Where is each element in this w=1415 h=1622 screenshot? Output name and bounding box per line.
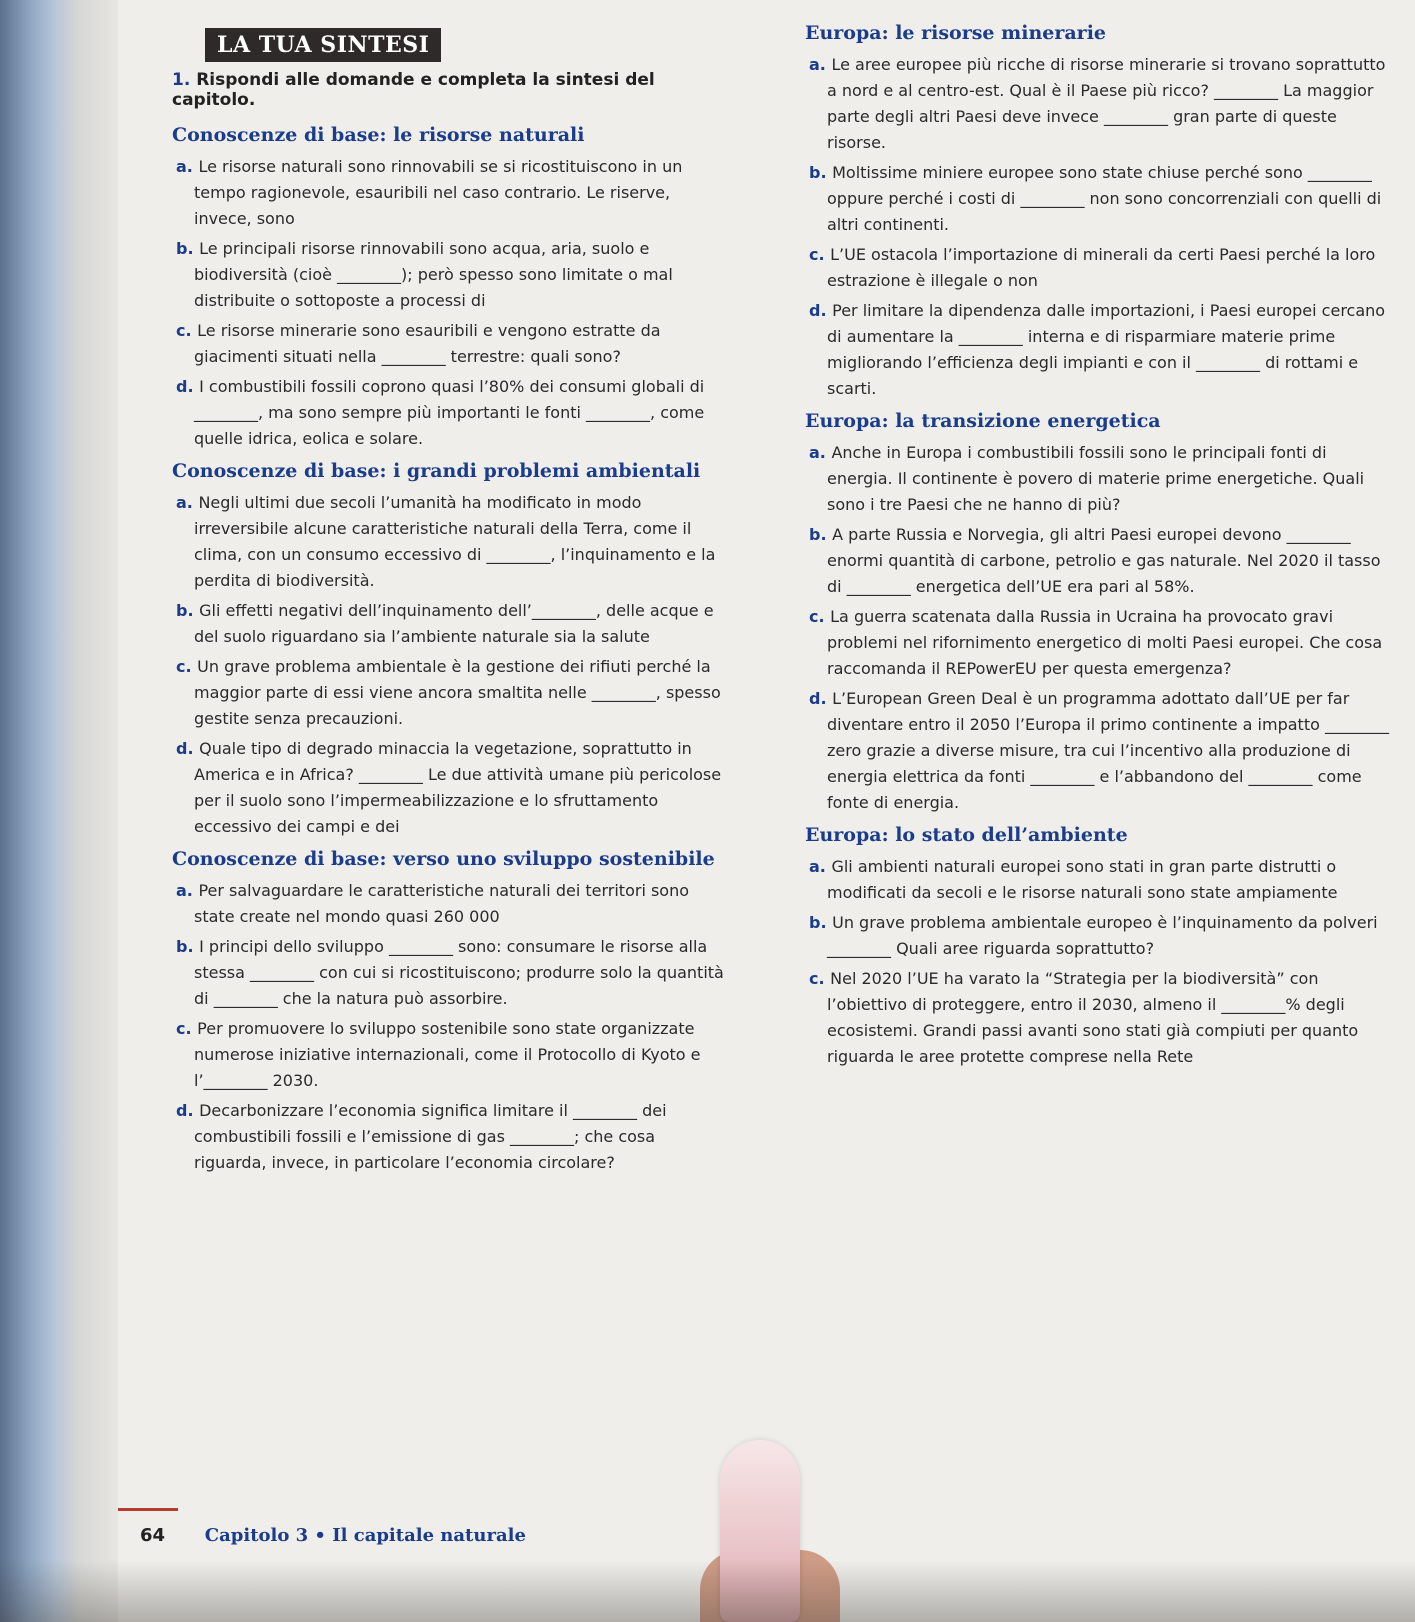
item-letter: a.	[176, 157, 199, 176]
exercise-item	[172, 878, 732, 930]
item-text: Un grave problema ambientale europeo è l’inquinamento da polveri ________ Quali aree riguarda soprattutto?	[827, 913, 1378, 958]
item-letter: c.	[809, 245, 831, 264]
item-text: Gli effetti negativi dell’inquinamento dell’________, delle acque e del suolo riguardano sia l’ambiente naturale sia la salute	[194, 601, 714, 646]
section-title: Europa: lo stato dell’ambiente	[805, 824, 1128, 846]
item-text: L’UE ostacola l’importazione di minerali da certi Paesi perché la loro estrazione è illegale o non	[827, 245, 1376, 290]
exercise-item	[172, 154, 732, 232]
exercise-item	[172, 1098, 732, 1176]
item-letter: b.	[176, 937, 200, 956]
item-letter: d.	[176, 377, 200, 396]
right-column	[805, 14, 1395, 1074]
exercise-item	[805, 854, 1395, 906]
item-letter: c.	[176, 321, 198, 340]
item-text: A parte Russia e Norvegia, gli altri Paesi europei devono ________ enormi quantità di carbone, petrolio e gas naturale. Nel 2020 il tasso di ________ energetica dell’UE era pari al 58%.	[827, 525, 1381, 596]
item-letter: c.	[176, 657, 198, 676]
item-text: Per limitare la dipendenza dalle importazioni, i Paesi europei cercano di aumentare la ________ interna e di risparmiare materie prime migliorando l’efficienza degli impianti e con il ________ di rottami e scarti.	[827, 301, 1386, 398]
item-letter: d.	[176, 739, 200, 758]
exercise-item	[805, 604, 1395, 682]
item-text: Anche in Europa i combustibili fossili sono le principali fonti di energia. Il continente è povero di materie prime energetiche. Quali sono i tre Paesi che ne hanno di più?	[827, 443, 1365, 514]
chapter-title: Capitolo 3 • Il capitale naturale	[204, 1525, 526, 1546]
page-number: 64	[140, 1525, 166, 1546]
bottom-shadow	[0, 1560, 1415, 1622]
item-text: Le risorse minerarie sono esauribili e vengono estratte da giacimenti situati nella ________ terrestre: quali sono?	[194, 321, 661, 366]
item-letter: a.	[809, 443, 832, 462]
item-text: Per salvaguardare le caratteristiche naturali dei territori sono state create nel mondo quasi 260 000	[194, 881, 690, 926]
exercise-item	[805, 242, 1395, 294]
section-title: Conoscenze di base: le risorse naturali	[172, 124, 585, 146]
item-letter: a.	[176, 493, 199, 512]
exercise-item	[172, 236, 732, 314]
item-letter: d.	[809, 301, 833, 320]
section-title: Conoscenze di base: i grandi problemi ambientali	[172, 460, 701, 482]
page-footer	[140, 1525, 526, 1546]
exercise-item	[172, 934, 732, 1012]
book-spine	[0, 0, 125, 1622]
item-text: I combustibili fossili coprono quasi l’80% dei consumi globali di ________, ma sono sempre più importanti le fonti ________, come quelle idrica, eolica e solare.	[194, 377, 705, 448]
right-sections	[805, 22, 1395, 1070]
section-tag: LA TUA SINTESI	[205, 28, 441, 62]
item-text: Quale tipo di degrado minaccia la vegetazione, soprattutto in America e in Africa? ________ Le due attività umane più pericolose per il suolo sono l’impermeabilizzazione e lo sfruttamento eccessivo dei campi e dei	[194, 739, 722, 836]
item-text: Negli ultimi due secoli l’umanità ha modificato in modo irreversibile alcune caratteristiche naturali della Terra, come il clima, con un consumo eccessivo di ________, l’inquinamento e la perdita di biodiversità.	[194, 493, 716, 590]
item-letter: d.	[176, 1101, 200, 1120]
item-letter: a.	[809, 55, 832, 74]
footer-rule	[118, 1508, 178, 1511]
section-title: Conoscenze di base: verso uno sviluppo sostenibile	[172, 848, 715, 870]
item-letter: a.	[809, 857, 832, 876]
exercise-item	[805, 160, 1395, 238]
exercise-item	[805, 522, 1395, 600]
item-letter: b.	[176, 239, 200, 258]
section-title: Europa: le risorse minerarie	[805, 22, 1106, 44]
left-column	[172, 70, 732, 1180]
exercise-item	[172, 654, 732, 732]
item-text: Le risorse naturali sono rinnovabili se si ricostituiscono in un tempo ragionevole, esauribili nel caso contrario. Le riserve, invece, sono	[194, 157, 683, 228]
item-text: Un grave problema ambientale è la gestione dei rifiuti perché la maggior parte di essi viene ancora smaltita nelle ________, spesso gestite senza precauzioni.	[194, 657, 721, 728]
exercise-item	[805, 686, 1395, 816]
item-text: Gli ambienti naturali europei sono stati in gran parte distrutti o modificati da secoli e le risorse naturali sono state ampiamente	[827, 857, 1338, 902]
exercise-item	[805, 52, 1395, 156]
task-number: 1.	[172, 70, 191, 90]
exercise-item	[805, 440, 1395, 518]
exercise-item	[172, 374, 732, 452]
item-letter: d.	[809, 689, 833, 708]
item-text: La guerra scatenata dalla Russia in Ucraina ha provocato gravi problemi nel rifornimento energetico di molti Paesi europei. Che cosa raccomanda il REPowerEU per questa emergenza?	[827, 607, 1383, 678]
item-text: Nel 2020 l’UE ha varato la “Strategia per la biodiversità” con l’obiettivo di proteggere, entro il 2030, almeno il ________% degli ecosistemi. Grandi passi avanti sono stati già compiuti per quanto riguarda le aree protette comprese nella Rete	[827, 969, 1359, 1066]
task-instruction	[172, 70, 732, 110]
exercise-item	[805, 298, 1395, 402]
item-letter: b.	[809, 163, 833, 182]
item-letter: b.	[809, 913, 833, 932]
item-text: I principi dello sviluppo ________ sono: consumare le risorse alla stessa ________ con cui si ricostituiscono; produrre solo la quantità di ________ che la natura può assorbire.	[194, 937, 724, 1008]
item-letter: c.	[176, 1019, 198, 1038]
exercise-item	[172, 598, 732, 650]
section-title: Europa: la transizione energetica	[805, 410, 1161, 432]
item-text: Le aree europee più ricche di risorse minerarie si trovano soprattutto a nord e al centro-est. Qual è il Paese più ricco? ________ La maggior parte degli altri Paesi deve invece ________ gran parte di queste risorse.	[827, 55, 1386, 152]
item-letter: b.	[176, 601, 200, 620]
item-text: Decarbonizzare l’economia significa limitare il ________ dei combustibili fossili e l’emissione di gas ________; che cosa riguarda, invece, in particolare l’economia circolare?	[194, 1101, 667, 1172]
item-text: Le principali risorse rinnovabili sono acqua, aria, suolo e biodiversità (cioè ________); però spesso sono limitate o mal distribuite o sottoposte a processi di	[194, 239, 673, 310]
task-text: Rispondi alle domande e completa la sintesi del capitolo.	[172, 70, 655, 110]
item-letter: c.	[809, 607, 831, 626]
item-text: Moltissime miniere europee sono state chiuse perché sono ________ oppure perché i costi di ________ non sono concorrenziali con quelli di altri continenti.	[827, 163, 1382, 234]
exercise-item	[172, 736, 732, 840]
exercise-item	[172, 318, 732, 370]
item-letter: a.	[176, 881, 199, 900]
exercise-item	[805, 966, 1395, 1070]
item-text: Per promuovere lo sviluppo sostenibile sono state organizzate numerose iniziative internazionali, come il Protocollo di Kyoto e l’________ 2030.	[194, 1019, 701, 1090]
left-sections	[172, 124, 732, 1176]
item-letter: b.	[809, 525, 833, 544]
exercise-item	[172, 490, 732, 594]
exercise-item	[172, 1016, 732, 1094]
item-letter: c.	[809, 969, 831, 988]
item-text: L’European Green Deal è un programma adottato dall’UE per far diventare entro il 2050 l’Europa il primo continente a impatto ________ zero grazie a diverse misure, tra cui l’incentivo alla produzione di energia elettrica da fonti ________ e l’abbandono del ________ come fonte di energia.	[827, 689, 1389, 812]
exercise-item	[805, 910, 1395, 962]
